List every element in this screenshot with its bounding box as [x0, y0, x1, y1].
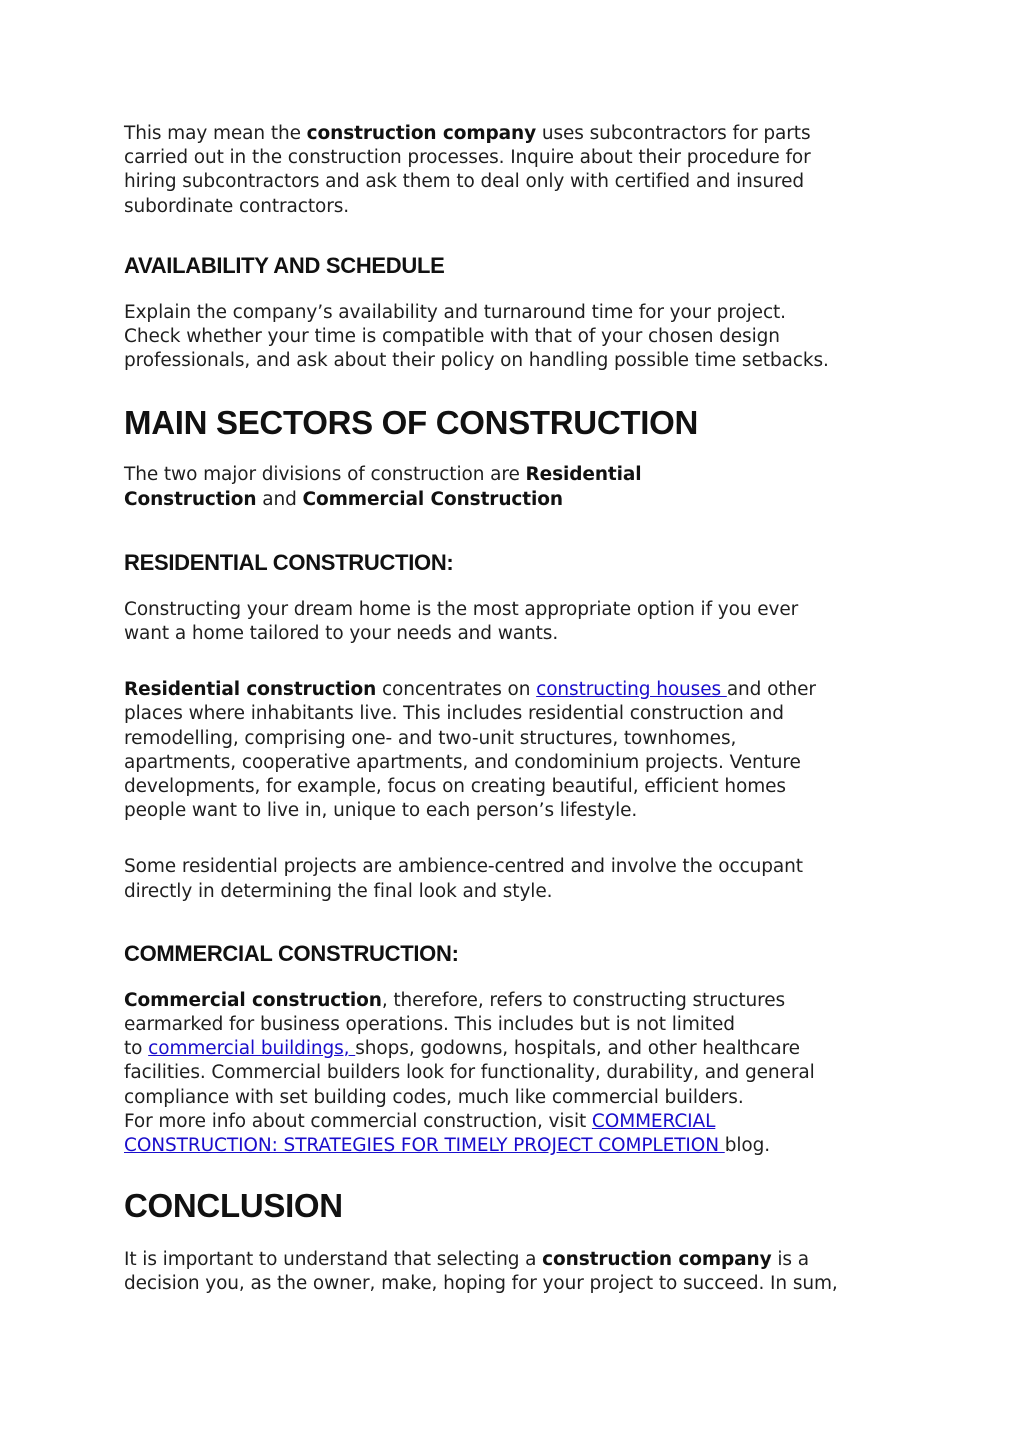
residential-text: Some residential projects are ambience-centred and involve the occupant	[124, 856, 803, 878]
commercial-text: shops, godowns, hospitals, and other healthcare	[355, 1038, 800, 1060]
residential-paragraph-2	[124, 678, 904, 823]
residential-text: remodelling, comprising one- and two-unit structures, townhomes,	[124, 727, 737, 749]
heading-conclusion: CONCLUSION	[124, 1187, 343, 1225]
residential-paragraph-3	[124, 855, 904, 903]
intro-text: hiring subcontractors and ask them to deal only with certified and insured	[124, 171, 804, 193]
sectors-paragraph	[124, 463, 904, 511]
commercial-text: earmarked for business operations. This includes but is not limited	[124, 1014, 735, 1036]
conclusion-text: decision you, as the owner, make, hoping for your project to succeed. In sum,	[124, 1273, 838, 1295]
heading-availability: AVAILABILITY AND SCHEDULE	[124, 252, 445, 278]
sectors-text: The two major divisions of construction are	[124, 464, 526, 486]
intro-text: This may mean the	[124, 123, 307, 144]
commercial-text: blog.	[724, 1135, 771, 1157]
construction-company-bold: construction company	[306, 123, 537, 144]
intro-text: uses subcontractors for parts	[536, 123, 811, 144]
residential-bold: Residential	[525, 464, 642, 486]
commercial-strategies-link-text[interactable]: COMMERCIAL	[591, 1110, 716, 1132]
heading-residential: RESIDENTIAL CONSTRUCTION:	[124, 549, 454, 575]
sectors-text: and	[256, 488, 303, 510]
residential-text: want a home tailored to your needs and wants.	[124, 623, 559, 645]
construction-company-bold: construction company	[542, 1249, 772, 1271]
residential-paragraph-1	[124, 598, 904, 646]
conclusion-paragraph	[124, 1248, 904, 1296]
heading-main-sectors: MAIN SECTORS OF CONSTRUCTION	[124, 404, 698, 442]
residential-text: and other	[726, 679, 816, 701]
commercial-text: For more info about commercial construction, visit	[124, 1110, 592, 1132]
residential-text: concentrates on	[376, 679, 537, 701]
conclusion-text: is a	[771, 1249, 809, 1271]
residential-text: Constructing your dream home is the most appropriate option if you ever	[124, 598, 799, 620]
intro-paragraph	[124, 122, 904, 219]
residential-construction-bold: Residential construction	[124, 679, 377, 701]
commercial-construction-bold: Commercial construction	[124, 989, 382, 1011]
availability-paragraph	[124, 301, 904, 374]
commercial-text: compliance with set building codes, much like commercial builders.	[124, 1086, 744, 1108]
residential-text: places where inhabitants live. This includes residential construction and	[124, 703, 784, 725]
intro-text: subordinate contractors.	[124, 195, 350, 217]
document-page	[124, 120, 904, 1297]
residential-bold-cont: Construction	[124, 488, 257, 510]
commercial-text: , therefore, refers to constructing structures	[381, 989, 786, 1011]
availability-text: Explain the company’s availability and turnaround time for your project.	[124, 301, 786, 323]
commercial-bold: Commercial Construction	[302, 488, 563, 510]
heading-commercial: COMMERCIAL CONSTRUCTION:	[124, 940, 459, 966]
residential-text: people want to live in, unique to each person’s lifestyle.	[124, 800, 638, 822]
residential-text: apartments, cooperative apartments, and condominium projects. Venture	[124, 751, 801, 773]
commercial-paragraph	[124, 989, 904, 1158]
commercial-text: to	[124, 1038, 149, 1060]
commercial-buildings-link[interactable]: commercial buildings,	[148, 1038, 356, 1060]
residential-text: developments, for example, focus on creating beautiful, efficient homes	[124, 776, 786, 798]
residential-text: directly in determining the final look and style.	[124, 880, 553, 902]
availability-text: professionals, and ask about their policy on handling possible time setbacks.	[124, 350, 829, 372]
availability-text: Check whether your time is compatible with that of your chosen design	[124, 326, 780, 348]
conclusion-text: It is important to understand that selecting a	[124, 1249, 543, 1271]
intro-text: carried out in the construction processes. Inquire about their procedure for	[124, 147, 811, 169]
commercial-strategies-link-text[interactable]: CONSTRUCTION: STRATEGIES FOR TIMELY PROJECT COMPLETION	[124, 1135, 725, 1157]
constructing-houses-link[interactable]: constructing houses	[536, 679, 727, 701]
commercial-text: facilities. Commercial builders look for functionality, durability, and general	[124, 1062, 815, 1084]
